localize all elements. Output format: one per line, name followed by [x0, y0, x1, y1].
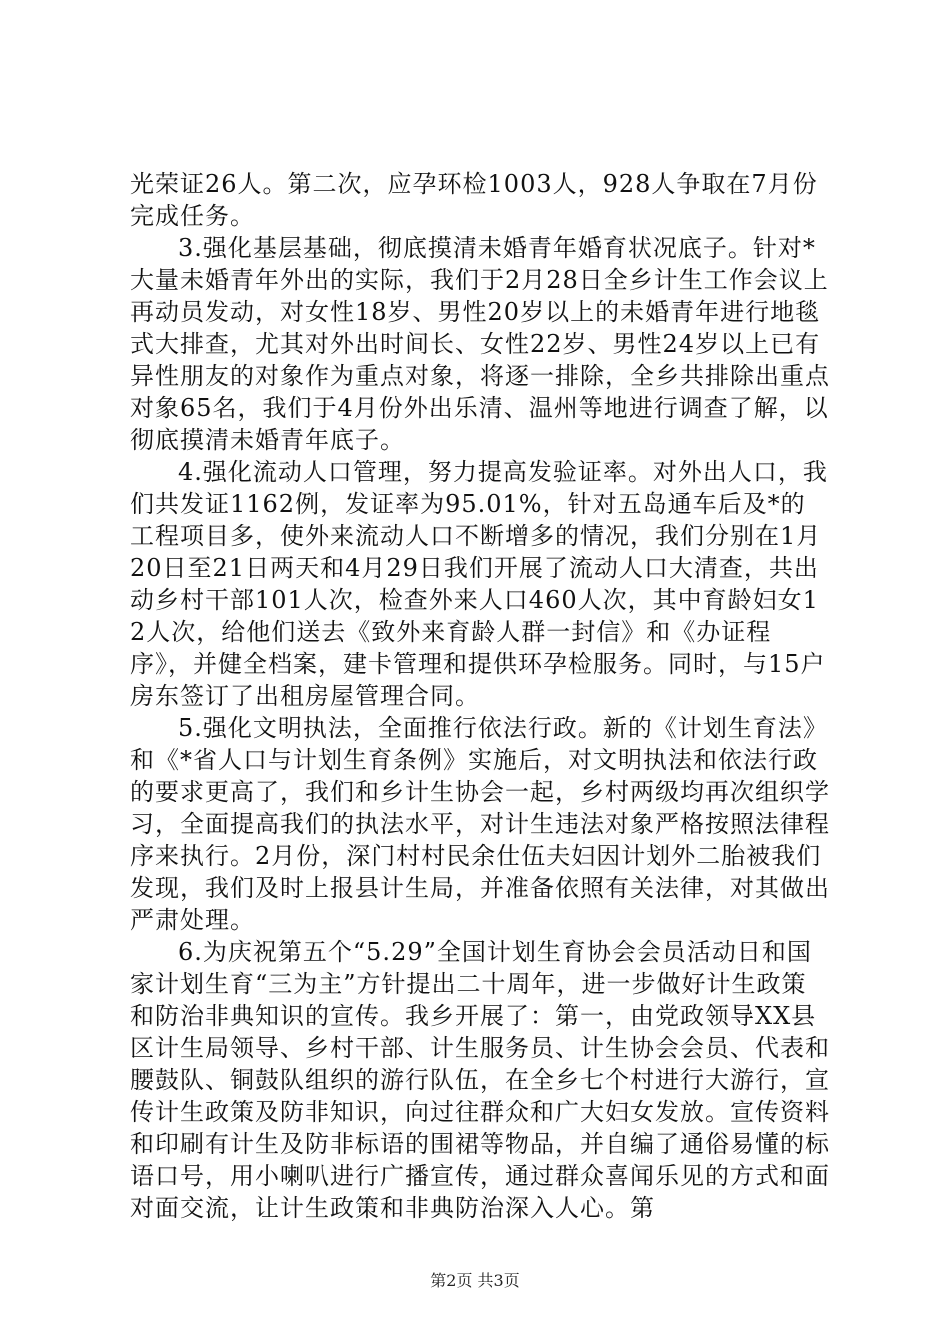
paragraph-item-3: 3.强化基层基础，彻底摸清未婚青年婚育状况底子。针对*大量未婚青年外出的实际，我们于2月28日全乡计生工作会议上再动员发动，对女性18岁、男性20岁以上的未婚青年进行地毯式大排查，尤其对外出时间长、女性22岁、男性24岁以上已有异性朋友的对象作为重点对象，将逐一排除，全乡共排除出重点对象65名，我们于4月份外出乐清、温州等地进行调查了解，以彻底摸清未婚青年底子。	[130, 234, 830, 454]
paragraph-item-5: 5.强化文明执法，全面推行依法行政。新的《计划生育法》和《*省人口与计划生育条例》实施后，对文明执法和依法行政的要求更高了，我们和乡计生协会一起，乡村两级均再次组织学习，全面提高我们的执法水平，对计生违法对象严格按照法律程序来执行。2月份，深门村村民余仕伍夫妇因计划外二胎被我们发现，我们及时上报县计生局，并准备依照有关法律，对其做出严肃处理。	[130, 714, 830, 934]
paragraph-item-4: 4.强化流动人口管理，努力提高发验证率。对外出人口，我们共发证1162例，发证率为95.01%，针对五岛通车后及*的工程项目多，使外来流动人口不断增多的情况，我们分别在1月20日至21日两天和4月29日我们开展了流动人口大清查，共出动乡村干部101人次，检查外来人口460人次，其中育龄妇女12人次，给他们送去《致外来育龄人群一封信》和《办证程序》，并健全档案，建卡管理和提供环孕检服务。同时，与15户房东签订了出租房屋管理合同。	[130, 458, 828, 710]
paragraph-item-6: 6.为庆祝第五个“5.29”全国计划生育协会会员活动日和国家计划生育“三为主”方针提出二十周年，进一步做好计生政策和防治非典知识的宣传。我乡开展了：第一，由党政领导XX县区计生局领导、乡村干部、计生服务员、计生协会会员、代表和腰鼓队、铜鼓队组织的游行队伍，在全乡七个村进行大游行，宣传计生政策及防非知识，向过往群众和广大妇女发放。宣传资料和印刷有计生及防非标语的围裙等物品，并自编了通俗易懂的标语口号，用小喇叭进行广播宣传，通过群众喜闻乐见的方式和面对面交流，让计生政策和非典防治深入人心。第	[130, 938, 830, 1222]
document-body	[130, 168, 830, 1224]
paragraph-continuation: 光荣证26人。第二次，应孕环检1003人，928人争取在7月份完成任务。	[130, 170, 818, 230]
page-footer: 第2页 共3页	[430, 1271, 520, 1290]
